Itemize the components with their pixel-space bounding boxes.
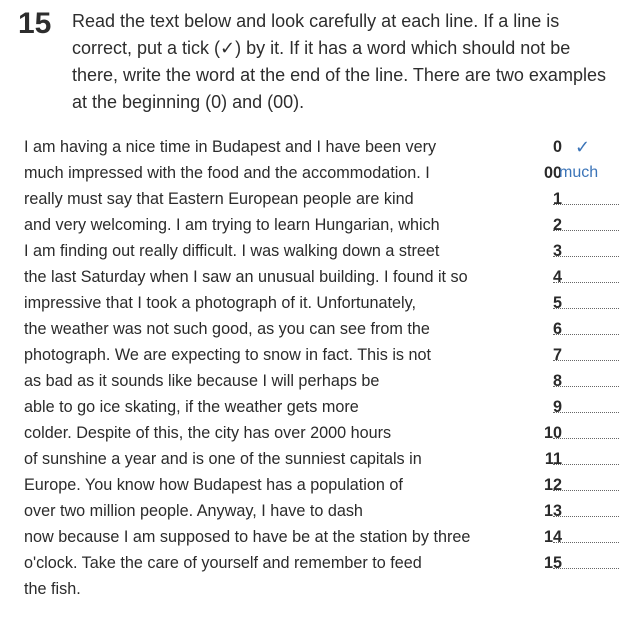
line-text: as bad as it sounds like because I will perhaps be (24, 372, 380, 390)
answer-blank[interactable] (553, 229, 619, 231)
answer-blank[interactable] (553, 411, 619, 413)
answer-blank[interactable] (553, 281, 619, 283)
line-text: the fish. (24, 580, 81, 598)
line-number: 11 (544, 450, 562, 468)
answer-blank[interactable] (553, 463, 619, 465)
answer-blank[interactable] (553, 567, 619, 569)
line-text: I am having a nice time in Budapest and I have been very (24, 138, 437, 156)
text-line (24, 394, 624, 420)
line-number: 1 (552, 190, 562, 208)
line-text: photograph. We are expecting to snow in fact. This is not (24, 346, 432, 364)
answer-blank[interactable] (553, 307, 619, 309)
answer-blank[interactable] (553, 359, 619, 361)
exercise-text-block (24, 134, 624, 602)
line-text: I am finding out really difficult. I was walking down a street (24, 242, 440, 260)
line-number: 0 (552, 138, 562, 156)
answer-blank[interactable] (553, 203, 619, 205)
text-line (24, 264, 624, 290)
text-line (24, 472, 624, 498)
line-text: the last Saturday when I saw an unusual building. I found it so (24, 268, 468, 286)
text-line (24, 316, 624, 342)
line-number: 8 (552, 372, 562, 390)
text-line (24, 446, 624, 472)
text-line (24, 212, 624, 238)
example-answer: much (559, 164, 599, 181)
text-line (24, 134, 624, 160)
line-number: 7 (552, 346, 562, 364)
line-number: 00 (543, 164, 562, 182)
line-text: much impressed with the food and the accommodation. I (24, 164, 430, 182)
line-number: 10 (543, 424, 562, 442)
line-text: o'clock. Take the care of yourself and remember to feed (24, 554, 422, 572)
line-number: 15 (543, 554, 562, 572)
line-number: 14 (543, 528, 562, 546)
answer-blank[interactable] (553, 255, 619, 257)
text-line (24, 368, 624, 394)
answer-blank[interactable] (553, 385, 619, 387)
text-line (24, 342, 624, 368)
line-text: able to go ice skating, if the weather gets more (24, 398, 359, 416)
line-number: 13 (543, 502, 562, 520)
answer-blank[interactable] (553, 489, 619, 491)
line-text: now because I am supposed to have be at the station by three (24, 528, 471, 546)
exercise-number: 15 (18, 7, 52, 40)
answer-blank[interactable] (553, 437, 619, 439)
line-text: of sunshine a year and is one of the sunniest capitals in (24, 450, 422, 468)
text-line (24, 420, 624, 446)
line-text: and very welcoming. I am trying to learn Hungarian, which (24, 216, 440, 234)
text-line (24, 550, 624, 576)
answer-blank[interactable] (553, 541, 619, 543)
line-text: over two million people. Anyway, I have to dash (24, 502, 363, 520)
line-text: impressive that I took a photograph of it. Unfortunately, (24, 294, 417, 312)
line-number: 6 (552, 320, 562, 338)
answer-blank[interactable] (553, 333, 619, 335)
line-number: 3 (552, 242, 562, 260)
line-text: colder. Despite of this, the city has over 2000 hours (24, 424, 392, 442)
text-line (24, 498, 624, 524)
text-line (24, 160, 624, 186)
check-answer-icon: ✓ (575, 137, 591, 157)
line-text: the weather was not such good, as you can see from the (24, 320, 430, 338)
text-line (24, 524, 624, 550)
line-number: 2 (552, 216, 562, 234)
answer-blank[interactable] (553, 515, 619, 517)
text-line (24, 290, 624, 316)
text-line (24, 186, 624, 212)
line-text: Europe. You know how Budapest has a population of (24, 476, 403, 494)
line-number: 9 (552, 398, 562, 416)
line-number: 4 (552, 268, 562, 286)
line-number: 5 (552, 294, 562, 312)
final-text-line (24, 576, 624, 602)
exercise-instructions: Read the text below and look carefully at each line. If a line is correct, put a tick (✓) by it. If it has a word which should not be there, write the word at the end of the line. There are two examples at the beginning (0) and (00). (72, 11, 606, 112)
line-number: 12 (543, 476, 562, 494)
text-line (24, 238, 624, 264)
line-text: really must say that Eastern European people are kind (24, 190, 414, 208)
